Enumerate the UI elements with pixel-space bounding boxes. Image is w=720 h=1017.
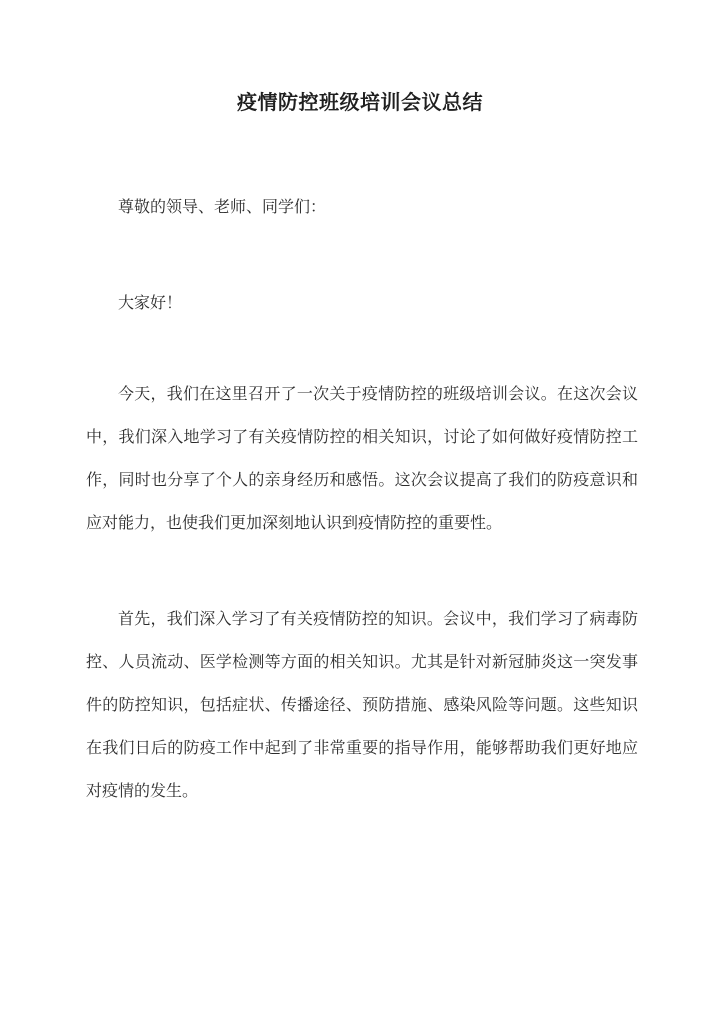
paragraph-intro: 今天，我们在这里召开了一次关于疫情防控的班级培训会议。在这次会议中，我们深入地学习了有关疫情防控的相关知识，讨论了如何做好疫情防控工作，同时也分享了个人的亲身经历和感悟。这次会议提高了我们的防疫意识和应对能力，也使我们更加深刻地认识到疫情防控的重要性。 [86, 384, 638, 532]
document-title: 疫情防控班级培训会议总结 [237, 90, 483, 114]
paragraph-first-point: 首先，我们深入学习了有关疫情防控的知识。会议中，我们学习了病毒防控、人员流动、医学检测等方面的相关知识。尤其是针对新冠肺炎这一突发事件的防控知识，包括症状、传播途径、预防措施、感染风险等问题。这些知识在我们日后的防疫工作中起到了非常重要的指导作用，能够帮助我们更好地应对疫情的发生。 [86, 609, 638, 800]
paragraph-hello: 大家好！ [118, 293, 183, 312]
paragraph-greeting: 尊敬的领导、老师、同学们： [118, 197, 327, 216]
